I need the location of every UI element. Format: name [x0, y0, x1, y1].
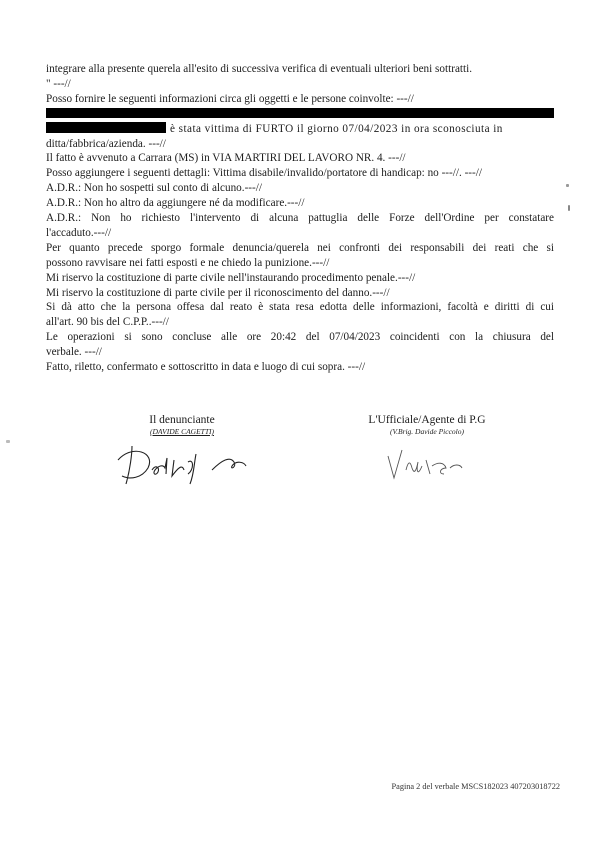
body-line: ditta/fabbrica/azienda. ---//	[46, 137, 166, 150]
officer-handwritten-signature	[362, 440, 492, 484]
body-line: " ---//	[46, 77, 71, 90]
officer-title: L'Ufficiale/Agente di P.G	[368, 414, 486, 426]
body-line: Posso aggiungere i seguenti dettagli: Vittima disabile/invalido/portatore di handicap: no ---//. ---//	[46, 167, 482, 180]
body-line: A.D.R.: Non ho sospetti sul conto di alcuno.---//	[46, 182, 262, 195]
victim-text: è stata vittima di FURTO il giorno 07/04/2023 in ora sconosciuta in	[170, 122, 503, 135]
body-line: Per quanto precede sporgo formale denuncia/querela nei confronti dei responsabili dei reati che si	[46, 241, 554, 254]
body-line: Le operazioni si sono concluse alle ore 20:42 del 07/04/2023 coincidenti con la chiusura del	[46, 331, 554, 344]
body-line: Il fatto è avvenuto a Carrara (MS) in VIA MARTIRI DEL LAVORO NR. 4. ---//	[46, 152, 406, 165]
scan-speck	[568, 205, 570, 211]
complainant-signature-block	[112, 414, 252, 490]
body-line: l'accaduto.---//	[46, 226, 112, 239]
page-footer: Pagina 2 del verbale MSCS182023 407203018722	[391, 782, 560, 791]
redacted-name	[46, 122, 166, 133]
report-body	[46, 62, 554, 375]
body-line: A.D.R.: Non ho richiesto l'intervento di alcuna pattuglia delle Forze dell'Ordine per constatare	[46, 212, 554, 225]
complainant-title: Il denunciante	[149, 414, 215, 426]
body-line-victim	[46, 122, 554, 137]
scan-speck	[6, 440, 10, 443]
body-line: Mi riservo la costituzione di parte civile nell'instaurando procedimento penale.---//	[46, 271, 416, 284]
body-line: verbale. ---//	[46, 346, 102, 359]
body-line: Posso fornire le seguenti informazioni circa gli oggetti e le persone coinvolte: ---//	[46, 92, 414, 105]
officer-signature-block	[352, 414, 502, 484]
complainant-name: (DAVIDE CAGETTI)	[150, 427, 214, 436]
body-line: all'art. 90 bis del C.P.P..---//	[46, 316, 169, 329]
scan-speck	[566, 184, 569, 187]
blank-line	[46, 107, 554, 122]
body-line: A.D.R.: Non ho altro da aggiungere né da modificare.---//	[46, 197, 305, 210]
officer-name: (V.Brig. Davide Piccolo)	[389, 427, 464, 436]
body-line: Mi riservo la costituzione di parte civile per il riconoscimento del danno.---//	[46, 286, 390, 299]
complainant-handwritten-signature	[112, 440, 262, 490]
body-line: Si dà atto che la persona offesa dal reato è stata resa edotta delle informazioni, facoltà e diritti di cui	[46, 301, 554, 314]
body-line: possono ravvisare nei fatti esposti e ne chiedo la punizione.---//	[46, 256, 330, 269]
body-line: Fatto, riletto, confermato e sottoscritto in data e luogo di cui sopra. ---//	[46, 361, 366, 374]
body-line: integrare alla presente querela all'esito di successiva verifica di eventuali ulteriori beni sottratti.	[46, 63, 473, 75]
